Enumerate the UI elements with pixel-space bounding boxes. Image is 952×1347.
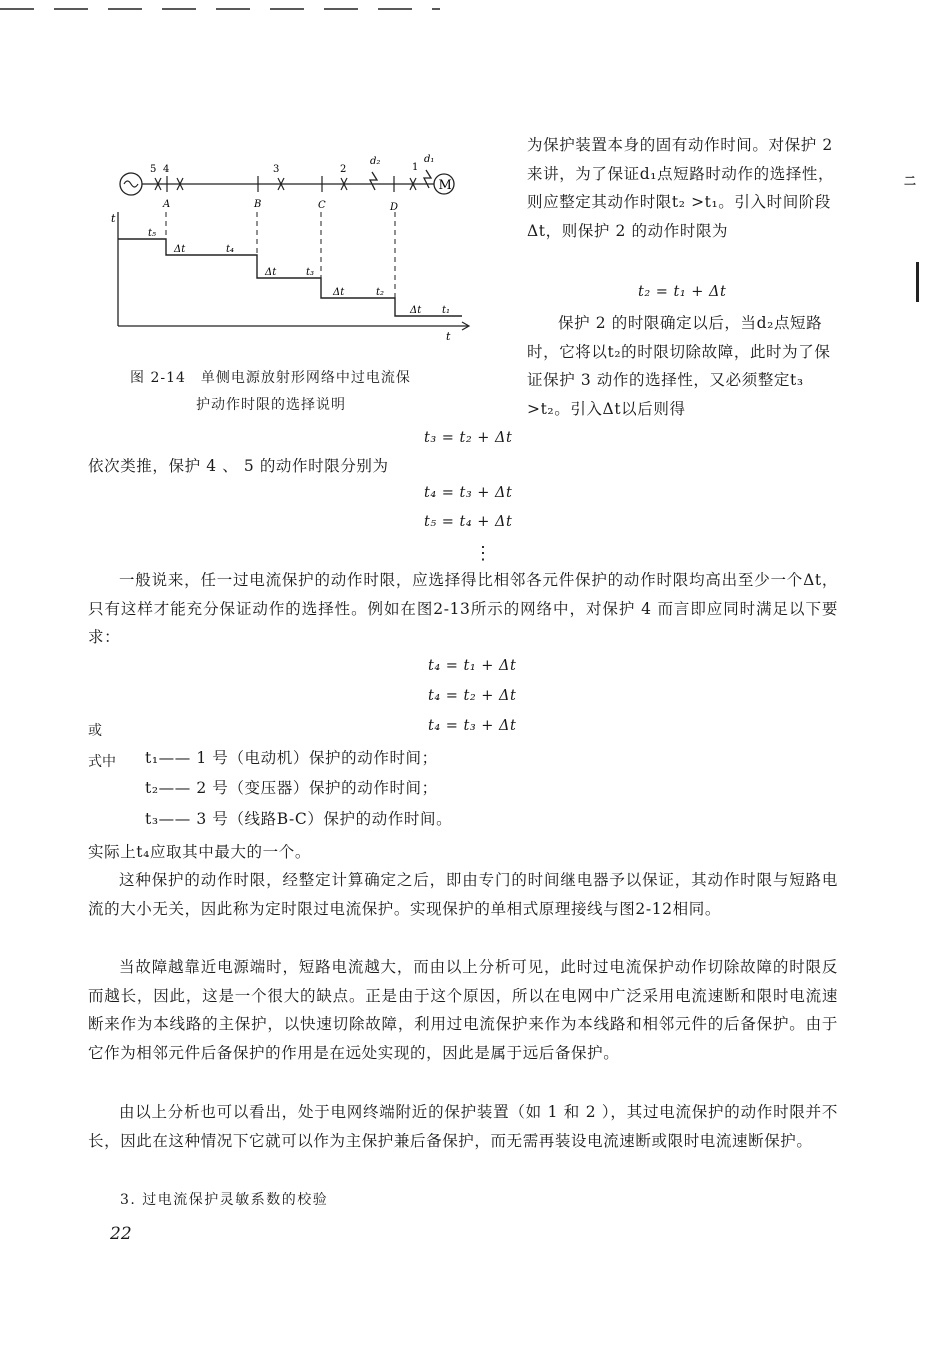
paragraph-general: 一般说来，任一过电流保护的动作时限，应选择得比相邻各元件保护的动作时限均高出至少一个Δt，只有这样才能充分保证动作的选择性。例如在图2-13所示的网络中，对保护 4 而言即应同时满足以下要求： [88,571,838,646]
figure-2-14-diagram [100,150,480,350]
page-edge-mark: 二 [904,174,917,188]
fault-symbols [370,170,431,190]
paragraph-shortcoming: 当故障越靠近电源端时，短路电流越大，而由以上分析可见，此时过电流保护动作切除故障的时限反而越长，因此，这是一个很大的缺点。正是由于这个原因，所以在电网中广泛采用电流速断和限时电流速断来作为本线路的主保护，以快速切除故障，利用过电流保护来作为本线路和相邻元件的后备保护。由于它作为相邻元件后备保护的作用是在远处实现的，因此是属于远后备保护。 [88,958,838,1062]
page-edge-bar [916,262,919,302]
breaker-label-3: 3 [273,164,280,175]
breaker-label-4: 4 [163,164,170,175]
analogy-line: 依次类推，保护 4 、 5 的动作时限分别为 [88,457,389,475]
step-label-t3: t₃ [306,267,315,278]
breaker-label-2: 2 [340,164,347,175]
bus-label-C: C [318,200,326,211]
bus-label-A: A [163,199,171,210]
step-label-t2: t₂ [376,287,385,298]
step-label-dt-c: Δt [333,287,345,298]
bus-dashed-lines [166,212,395,316]
figure-caption-line2: 护动作时限的选择说明 [196,397,346,413]
requirement-eq-3: t₄ = t₃ + Δt [428,718,517,734]
definition-t2: t₂—— 2 号（变压器）保护的动作时间； [145,779,438,797]
equation-t5: t₅ = t₄ + Δt [424,514,513,530]
figure-caption-line1: 图 2-14 单侧电源放射形网络中过电流保 [130,370,411,386]
breaker-label-5: 5 [150,164,157,175]
axis-label-t-vertical: t [111,212,116,225]
word-or: 或 [88,723,102,739]
step-label-dt-a: Δt [174,244,186,255]
right-column-paragraph-1: 为保护装置本身的固有动作时间。对保护 2 来讲，为了保证d₁点短路时动作的选择性，则应整定其动作时限t₂ >t₁。引入时间阶段Δt，则保护 2 的动作时限为 [527,136,835,240]
page-number: 22 [110,1224,132,1244]
fault-label-d2: d₂ [370,156,381,167]
paragraph-terminal: 由以上分析也可以看出，处于电网终端附近的保护装置（如 1 和 2 ），其过电流保护的动作时限并不长，因此在这种情况下它就可以作为主保护兼后备保护，而无需再装设电流速断或限时电流速断保护。 [88,1103,838,1150]
where-label: 式中 [88,754,116,770]
actual-max-line: 实际上t₄应取其中最大的一个。 [88,843,311,861]
breaker-label-1: 1 [412,162,419,173]
requirement-eq-1: t₄ = t₁ + Δt [428,658,517,674]
equation-t3: t₃ = t₂ + Δt [424,430,513,446]
section-heading-3: 3. 过电流保护灵敏系数的校验 [120,1192,329,1208]
step-label-t5: t₅ [148,228,157,239]
equation-t2: t₂ = t₁ + Δt [638,284,727,300]
step-label-dt-d: Δt [410,305,422,316]
top-dashed-rule [0,4,952,14]
vertical-ellipsis: ⋮ [474,543,493,564]
motor-label: M [438,178,452,193]
step-label-dt-b: Δt [265,267,277,278]
fault-label-d1: d₁ [424,154,435,165]
definition-t1: t₁—— 1 号（电动机）保护的动作时间； [145,749,438,767]
bus-label-D: D [390,202,399,213]
step-label-t4: t₄ [226,244,235,255]
requirement-eq-2: t₄ = t₂ + Δt [428,688,517,704]
step-label-t1: t₁ [442,305,451,316]
equation-t4: t₄ = t₃ + Δt [424,485,513,501]
paragraph-definite-time: 这种保护的动作时限，经整定计算确定之后，即由专门的时间继电器予以保证，其动作时限与短路电流的大小无关，因此称为定时限过电流保护。实现保护的单相式原理接线与图2-12相同。 [88,871,838,918]
definition-t3: t₃—— 3 号（线路B-C）保护的动作时间。 [145,810,453,828]
right-column-paragraph-2: 保护 2 的时限确定以后，当d₂点短路时，它将以t₂的时限切除故障，此时为了保证保护 3 动作的选择性，又必须整定t₃ >t₂。引入Δt以后则得 [527,314,831,418]
bus-label-B: B [254,199,262,210]
axis-label-t-horizontal: t [446,330,451,343]
